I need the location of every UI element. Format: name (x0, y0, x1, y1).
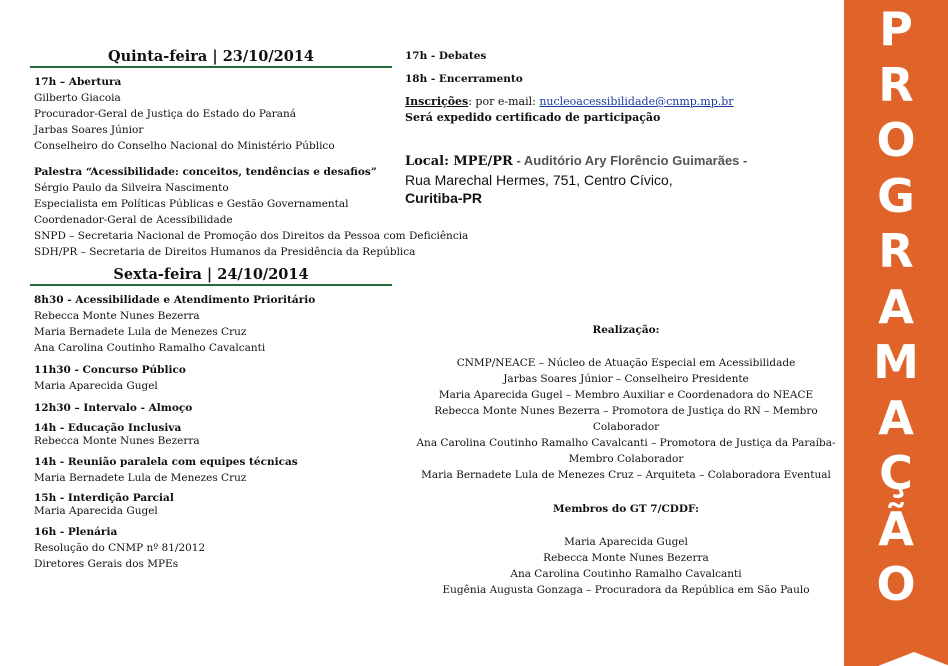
opening-line: Gilberto Giacoia (34, 92, 121, 104)
session-line: Rebecca Monte Nunes Bezerra (34, 310, 200, 322)
location-city: Curitiba-PR (405, 190, 482, 206)
session-line: Diretores Gerais dos MPEs (34, 558, 179, 570)
banner-letter: Ã (878, 501, 914, 556)
session-line: Resolução do CNMP nº 81/2012 (34, 542, 206, 554)
lecture-line: SDH/PR – Secretaria de Direitos Humanos da Presidência da República (34, 246, 416, 258)
banner-notch (878, 652, 948, 666)
realizacao-line: Ana Carolina Coutinho Ramalho Cavalcanti – Promotora de Justiça da Paraíba- Membro Colaborador (416, 437, 836, 465)
session-line: Maria Bernadete Lula de Menezes Cruz (34, 472, 247, 484)
realizacao-line: Rebecca Monte Nunes Bezerra – Promotora de Justiça do RN – Membro Colaborador (434, 405, 818, 433)
realizacao-line: CNMP/NEACE – Núcleo de Atuação Especial em Acessibilidade (456, 357, 796, 369)
info-column (405, 48, 825, 207)
session-block (34, 292, 396, 356)
gt7-title: Membros do GT 7/CDDF: (553, 503, 699, 515)
banner-letter: Ç (879, 446, 913, 500)
session-line: Rebecca Monte Nunes Bezerra (34, 435, 200, 447)
closing-item: 18h - Encerramento (405, 73, 523, 85)
realizacao-line: Maria Aparecida Gugel – Membro Auxiliar e Coordenadora do NEACE (438, 389, 814, 401)
lecture-title: Palestra “Acessibilidade: conceitos, tendências e desafios” (34, 166, 377, 178)
debates-item: 17h - Debates (405, 50, 487, 62)
friday-header: Sexta-feira | 24/10/2014 (30, 266, 392, 286)
banner-letter: O (876, 113, 916, 167)
gt7-line: Ana Carolina Coutinho Ramalho Cavalcanti (510, 568, 742, 580)
location-venue: - Auditório Ary Florêncio Guimarães - (512, 153, 748, 168)
registration-email-link[interactable]: nucleoacessibilidade@cnmp.mp.br (539, 95, 734, 108)
session-line: Maria Aparecida Gugel (34, 380, 158, 392)
session-title: 8h30 - Acessibilidade e Atendimento Prioritário (34, 294, 316, 306)
gt7-line: Eugênia Augusta Gonzaga – Procuradora da República em São Paulo (442, 584, 810, 596)
session-block (34, 400, 396, 416)
location-label: Local: MPE/PR (405, 154, 513, 169)
lecture-line: Especialista em Políticas Públicas e Gestão Governamental (34, 198, 349, 210)
credits-section (412, 322, 840, 598)
lecture-line: SNPD – Secretaria Nacional de Promoção dos Direitos da Pessoa com Deficiência (34, 230, 469, 242)
session-line: Maria Bernadete Lula de Menezes Cruz (34, 326, 247, 338)
banner-letter: O (876, 557, 916, 611)
realizacao-line: Maria Bernadete Lula de Menezes Cruz – Arquiteta – Colaboradora Eventual (421, 469, 831, 481)
banner-letter: R (878, 57, 914, 112)
session-title: 15h - Interdição Parcial (34, 492, 174, 504)
banner-letter: R (878, 224, 914, 278)
registration-line (405, 94, 825, 110)
lecture-line: Sérgio Paulo da Silveira Nascimento (34, 182, 229, 194)
realizacao-title: Realização: (592, 324, 660, 336)
location-address: Rua Marechal Hermes, 751, Centro Cívico, (405, 172, 673, 188)
session-title: 14h - Reunião paralela com equipes técnicas (34, 456, 298, 468)
session-line: Ana Carolina Coutinho Ramalho Cavalcanti (34, 342, 266, 354)
registration-label: Inscrições (405, 95, 469, 108)
session-title: 11h30 - Concurso Público (34, 364, 186, 376)
certificate-note: Será expedido certificado de participação (405, 111, 661, 124)
banner-letter: M (873, 335, 919, 389)
banner-letter: A (878, 279, 914, 334)
session-block (34, 362, 396, 394)
session-block (34, 454, 396, 486)
opening-line: Conselheiro do Conselho Nacional do Ministério Público (34, 140, 335, 152)
registration-text: : por e-mail: (468, 95, 540, 108)
banner-letters (844, 0, 948, 613)
gt7-line: Maria Aparecida Gugel (564, 536, 688, 548)
programacao-banner (844, 0, 948, 666)
thursday-header: Quinta-feira | 23/10/2014 (30, 48, 392, 68)
session-block (34, 524, 396, 572)
banner-letter: P (879, 2, 913, 56)
session-title: 12h30 – Intervalo - Almoço (34, 402, 193, 414)
gt7-line: Rebecca Monte Nunes Bezerra (543, 552, 709, 564)
session-title: 16h - Plenária (34, 526, 118, 538)
opening-title: 17h – Abertura (34, 76, 122, 88)
session-block (34, 492, 396, 518)
session-title: 14h - Educação Inclusiva (34, 422, 182, 434)
banner-letter: G (877, 168, 915, 223)
session-block (34, 422, 396, 448)
session-line: Maria Aparecida Gugel (34, 505, 158, 517)
location-line (405, 152, 825, 171)
realizacao-line: Jarbas Soares Júnior – Conselheiro Presidente (503, 373, 749, 385)
opening-line: Jarbas Soares Júnior (34, 124, 144, 136)
opening-line: Procurador-Geral de Justiça do Estado do Paraná (34, 108, 297, 120)
opening-block (34, 74, 396, 154)
banner-letter: A (878, 390, 914, 445)
lecture-line: Coordenador-Geral de Acessibilidade (34, 214, 233, 226)
